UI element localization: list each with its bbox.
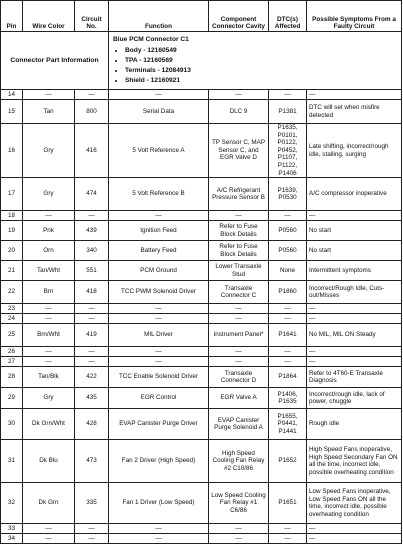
wire-color-cell: — — [23, 304, 75, 314]
wire-color-cell: — — [23, 534, 75, 544]
wire-color-cell: Gry — [23, 388, 75, 409]
pin-cell: 23 — [1, 304, 23, 314]
function-cell: PCM Ground — [109, 261, 209, 281]
circuit-cell: 428 — [75, 409, 109, 440]
cavity-cell: Transaxle Connector C — [209, 281, 269, 304]
symptoms-cell: — — [307, 357, 402, 367]
function-cell: Fan 2 Driver (High Speed) — [109, 440, 209, 483]
circuit-cell: 474 — [75, 178, 109, 211]
pin-cell: 25 — [1, 324, 23, 347]
pin-cell: 29 — [1, 388, 23, 409]
symptoms-cell: Low Speed Fans inoperative, Low Speed Fans ON all the time, incorrect idle, possible overheating condition — [307, 483, 402, 524]
function-cell: — — [109, 211, 209, 221]
connector-part-info-label: Connector Part Information — [1, 32, 109, 90]
pin-cell: 30 — [1, 409, 23, 440]
cavity-cell: Low Speed Cooling Fan Relay #1 C6/86 — [209, 483, 269, 524]
circuit-cell: 800 — [75, 100, 109, 124]
wire-color-cell: — — [23, 357, 75, 367]
circuit-cell: — — [75, 347, 109, 357]
col-possible-symptoms-header: Possible Symptoms From a Faulty Circuit — [307, 1, 402, 32]
symptoms-cell: Intermittent symptoms — [307, 261, 402, 281]
circuit-cell: 422 — [75, 367, 109, 388]
pin-cell: 19 — [1, 221, 23, 241]
wire-color-cell: Brn/Wht — [23, 324, 75, 347]
symptoms-cell: — — [307, 90, 402, 100]
dtc-cell: P1652 — [269, 440, 307, 483]
function-cell: — — [109, 304, 209, 314]
wire-color-cell: Dk Blu — [23, 440, 75, 483]
symptoms-cell: — — [307, 304, 402, 314]
cavity-cell: Refer to Fuse Block Details — [209, 241, 269, 261]
cavity-cell: A/C Refrigerant Pressure Sensor B — [209, 178, 269, 211]
dtc-cell: — — [269, 211, 307, 221]
table-row — [1, 367, 402, 388]
wire-color-cell: Tan/Wht — [23, 261, 75, 281]
col-function-header: Function — [109, 1, 209, 32]
table-row — [1, 314, 402, 324]
pin-cell: 32 — [1, 483, 23, 524]
col-component-cavity-header: Component Connector Cavity — [209, 1, 269, 32]
circuit-cell: — — [75, 314, 109, 324]
cavity-cell: — — [209, 534, 269, 544]
function-cell: TCC PWM Solenoid Driver — [109, 281, 209, 304]
circuit-cell: — — [75, 90, 109, 100]
symptoms-cell: Refer to 4T60-E Transaxle Diagnosis — [307, 367, 402, 388]
symptoms-cell: DTC will set when misfire detected — [307, 100, 402, 124]
function-cell: — — [109, 534, 209, 544]
wire-color-cell: — — [23, 314, 75, 324]
table-row — [1, 211, 402, 221]
circuit-cell: 416 — [75, 124, 109, 178]
dtc-cell: P1639, P0530 — [269, 178, 307, 211]
dtc-cell: P0560 — [269, 221, 307, 241]
symptoms-cell: High Speed Fans inoperative, High Speed Secondary Fan ON all the time, incorrect idle, possible overheating condition — [307, 440, 402, 483]
symptoms-cell: — — [307, 534, 402, 544]
circuit-cell: — — [75, 357, 109, 367]
pin-cell: 14 — [1, 90, 23, 100]
table-row — [1, 304, 402, 314]
wire-color-cell: Dk Grn/Wht — [23, 409, 75, 440]
cavity-cell: EVAP Canister Purge Solenoid A — [209, 409, 269, 440]
pin-cell: 28 — [1, 367, 23, 388]
function-cell: — — [109, 357, 209, 367]
wire-color-cell: Gry — [23, 178, 75, 211]
function-cell: 5 Volt Reference A — [109, 124, 209, 178]
connector-part-item: • Terminals - 12084913 — [125, 66, 397, 76]
table-row — [1, 483, 402, 524]
symptoms-cell: Late shifting, incorrect/rough idle, stalling, surging — [307, 124, 402, 178]
table-row — [1, 347, 402, 357]
circuit-cell: 551 — [75, 261, 109, 281]
cavity-cell: High Speed Cooling Fan Relay #2 C10/86 — [209, 440, 269, 483]
table-row — [1, 261, 402, 281]
cavity-cell: TP Sensor C, MAP Sensor C, and EGR Valve D — [209, 124, 269, 178]
circuit-cell: 439 — [75, 221, 109, 241]
circuit-cell: 418 — [75, 281, 109, 304]
wire-color-cell: Pnk — [23, 221, 75, 241]
table-row — [1, 100, 402, 124]
dtc-cell: P1864 — [269, 367, 307, 388]
cavity-cell: EGR Valve A — [209, 388, 269, 409]
pin-cell: 18 — [1, 211, 23, 221]
circuit-cell: 435 — [75, 388, 109, 409]
function-cell: Battery Feed — [109, 241, 209, 261]
column-header-row — [1, 1, 402, 32]
dtc-cell: P1635, P0101, P0122, P0452, P1107, P1122, P1406 — [269, 124, 307, 178]
wire-color-cell: — — [23, 347, 75, 357]
dtc-cell: P0560 — [269, 241, 307, 261]
wire-color-cell: — — [23, 90, 75, 100]
col-dtc-affected-header: DTC(s) Affected — [269, 1, 307, 32]
cavity-cell: DLC 9 — [209, 100, 269, 124]
symptoms-cell: Incorrect/rough idle, lack of power, chuggle — [307, 388, 402, 409]
circuit-cell: 419 — [75, 324, 109, 347]
connector-parts-list — [113, 46, 397, 86]
table-body — [1, 90, 402, 544]
cavity-cell: — — [209, 524, 269, 534]
function-cell: EVAP Canister Purge Driver — [109, 409, 209, 440]
table-row — [1, 178, 402, 211]
cavity-cell: — — [209, 347, 269, 357]
table-row — [1, 281, 402, 304]
symptoms-cell: — — [307, 347, 402, 357]
pin-cell: 24 — [1, 314, 23, 324]
wire-color-cell: Dk Grn — [23, 483, 75, 524]
cavity-cell: — — [209, 357, 269, 367]
dtc-cell: P1655, P0441, P1441 — [269, 409, 307, 440]
table-row — [1, 221, 402, 241]
dtc-cell: P1381 — [269, 100, 307, 124]
dtc-cell: — — [269, 347, 307, 357]
connector-part-item: • TPA - 12160569 — [125, 56, 397, 66]
pin-cell: 20 — [1, 241, 23, 261]
function-cell: EGR Control — [109, 388, 209, 409]
dtc-cell: — — [269, 357, 307, 367]
table-row — [1, 524, 402, 534]
table-row — [1, 357, 402, 367]
table-row — [1, 388, 402, 409]
wire-color-cell: — — [23, 211, 75, 221]
function-cell: Serial Data — [109, 100, 209, 124]
pin-cell: 27 — [1, 357, 23, 367]
symptoms-cell: No MIL, MIL ON Steady — [307, 324, 402, 347]
function-cell: — — [109, 314, 209, 324]
symptoms-cell: No start — [307, 241, 402, 261]
symptoms-cell: — — [307, 211, 402, 221]
cavity-cell: Lower Transaxle Stud — [209, 261, 269, 281]
dtc-cell: — — [269, 314, 307, 324]
wire-color-cell: Gry — [23, 124, 75, 178]
circuit-cell: 335 — [75, 483, 109, 524]
circuit-cell: 473 — [75, 440, 109, 483]
pin-cell: 31 — [1, 440, 23, 483]
pin-cell: 33 — [1, 524, 23, 534]
cavity-cell: Instrument Panel* — [209, 324, 269, 347]
function-cell: 5 Volt Reference B — [109, 178, 209, 211]
pin-cell: 16 — [1, 124, 23, 178]
circuit-cell: 340 — [75, 241, 109, 261]
symptoms-cell: Rough idle — [307, 409, 402, 440]
table-row — [1, 124, 402, 178]
pin-cell: 26 — [1, 347, 23, 357]
col-wire-color-header: Wire Color — [23, 1, 75, 32]
function-cell: — — [109, 90, 209, 100]
symptoms-cell: Incorrect/Rough Idle, Cuts-out/Misses — [307, 281, 402, 304]
table-row — [1, 534, 402, 544]
cavity-cell: Refer to Fuse Block Details — [209, 221, 269, 241]
cavity-cell: Transaxle Connector D — [209, 367, 269, 388]
table-row — [1, 90, 402, 100]
pin-cell: 15 — [1, 100, 23, 124]
col-pin-header: Pin — [1, 1, 23, 32]
connector-info-block — [109, 32, 402, 90]
function-cell: TCC Enable Solenoid Driver — [109, 367, 209, 388]
table-row — [1, 241, 402, 261]
dtc-cell: P1651 — [269, 483, 307, 524]
dtc-cell: P1860 — [269, 281, 307, 304]
connector-title: Blue PCM Connector C1 — [113, 36, 189, 43]
table-row — [1, 409, 402, 440]
wire-color-cell: Tan/Blk — [23, 367, 75, 388]
cavity-cell: — — [209, 314, 269, 324]
circuit-cell: — — [75, 524, 109, 534]
function-cell: Fan 1 Driver (Low Speed) — [109, 483, 209, 524]
pin-cell: 21 — [1, 261, 23, 281]
dtc-cell: None — [269, 261, 307, 281]
dtc-cell: — — [269, 304, 307, 314]
wire-color-cell: — — [23, 524, 75, 534]
cavity-cell: — — [209, 304, 269, 314]
dtc-cell: P1641 — [269, 324, 307, 347]
symptoms-cell: A/C compressor inoperative — [307, 178, 402, 211]
wire-color-cell: Brn — [23, 281, 75, 304]
pin-cell: 22 — [1, 281, 23, 304]
circuit-cell: — — [75, 304, 109, 314]
table-row — [1, 324, 402, 347]
cavity-cell: — — [209, 211, 269, 221]
wire-color-cell: Tan — [23, 100, 75, 124]
circuit-cell: — — [75, 534, 109, 544]
dtc-cell: — — [269, 534, 307, 544]
pin-cell: 34 — [1, 534, 23, 544]
dtc-cell: P1406, P1635 — [269, 388, 307, 409]
cavity-cell: — — [209, 90, 269, 100]
connector-part-item: • Shield - 12160921 — [125, 76, 397, 86]
function-cell: — — [109, 524, 209, 534]
pin-cell: 17 — [1, 178, 23, 211]
wire-color-cell: Orn — [23, 241, 75, 261]
circuit-cell: — — [75, 211, 109, 221]
dtc-cell: — — [269, 90, 307, 100]
symptoms-cell: No start — [307, 221, 402, 241]
symptoms-cell: — — [307, 524, 402, 534]
function-cell: Ignition Feed — [109, 221, 209, 241]
function-cell: MIL Driver — [109, 324, 209, 347]
symptoms-cell: — — [307, 314, 402, 324]
col-circuit-no-header: Circuit No. — [75, 1, 109, 32]
function-cell: — — [109, 347, 209, 357]
connector-part-item: • Body - 12160549 — [125, 46, 397, 56]
table-row — [1, 440, 402, 483]
dtc-cell: — — [269, 524, 307, 534]
